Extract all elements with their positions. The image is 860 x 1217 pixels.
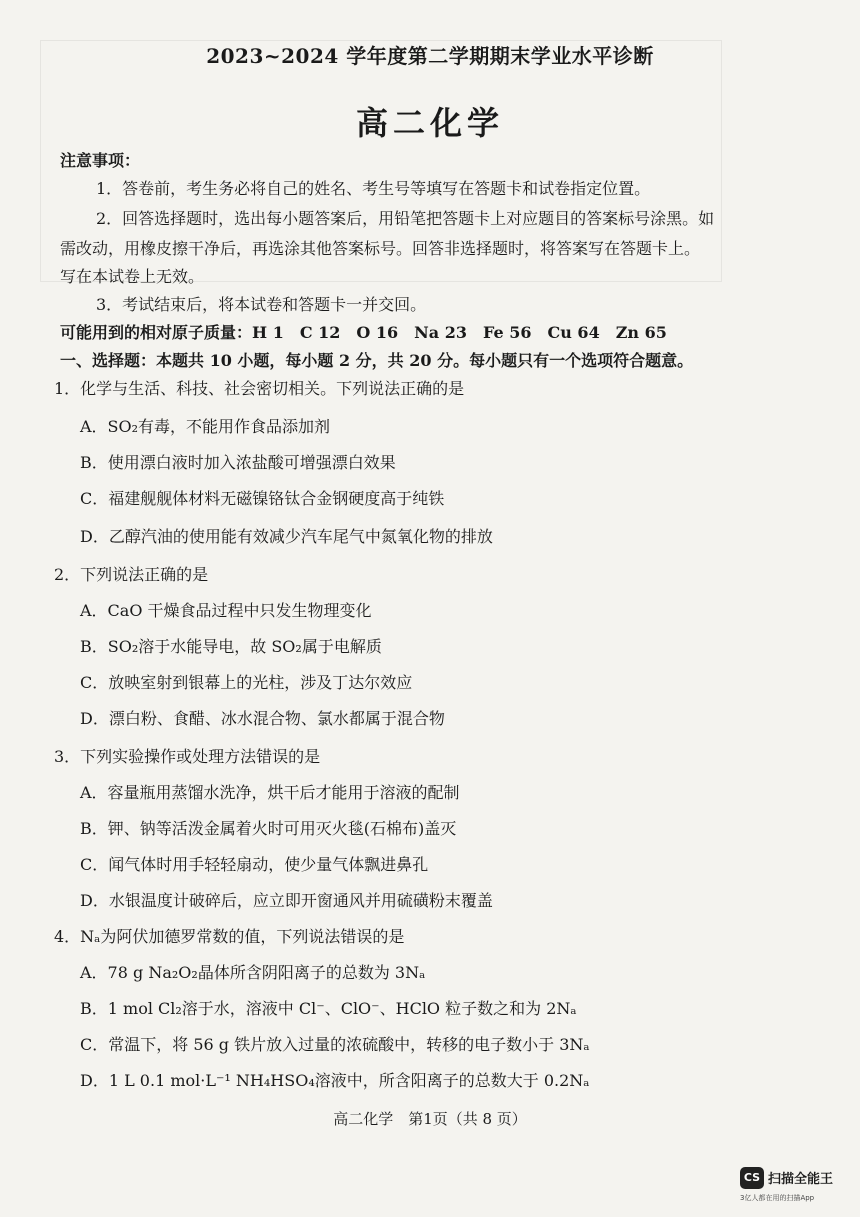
page-footer: 高二化学 第1页（共 8 页） xyxy=(333,1110,527,1128)
question-2-option-c: C．放映室射到银幕上的光柱，涉及丁达尔效应 xyxy=(80,673,413,692)
question-2-option-b: B．SO₂溶于水能导电，故 SO₂属于电解质 xyxy=(80,637,382,656)
question-1-option-c: C．福建舰舰体材料无磁镍铬钛合金钢硬度高于纯铁 xyxy=(80,489,445,508)
section-title: 一、选择题：本题共 10 小题，每小题 2 分，共 20 分。每小题只有一个选项符合题意。 xyxy=(60,351,694,370)
scanner-app-name: 扫描全能王 xyxy=(768,1172,834,1187)
question-4-option-d: D．1 L 0.1 mol·L⁻¹ NH₄HSO₄溶液中，所含阳离子的总数大于 0.2Nₐ xyxy=(80,1071,590,1090)
question-1-stem: 1．化学与生活、科技、社会密切相关。下列说法正确的是 xyxy=(54,379,465,398)
notice-item-1: 1．答卷前，考生务必将自己的姓名、考生号等填写在答题卡和试卷指定位置。 xyxy=(96,179,651,198)
notice-item-2-cont: 需改动，用橡皮擦干净后，再选涂其他答案标号。回答非选择题时，将答案写在答题卡上。 xyxy=(60,239,701,258)
question-4-option-a: A．78 g Na₂O₂晶体所含阴阳离子的总数为 3Nₐ xyxy=(80,963,426,982)
question-1-option-a: A．SO₂有毒，不能用作食品添加剂 xyxy=(80,417,331,436)
question-3-stem: 3．下列实验操作或处理方法错误的是 xyxy=(54,747,321,766)
question-4-stem: 4．Nₐ为阿伏加德罗常数的值，下列说法错误的是 xyxy=(54,927,405,946)
question-1-option-b: B．使用漂白液时加入浓盐酸可增强漂白效果 xyxy=(80,453,396,472)
question-4-option-c: C．常温下，将 56 g 铁片放入过量的浓硫酸中，转移的电子数小于 3Nₐ xyxy=(80,1035,590,1054)
atomic-masses: 可能用到的相对原子质量：H 1 C 12 O 16 Na 23 Fe 56 Cu 64 Zn 65 xyxy=(60,323,667,342)
question-1-option-d: D．乙醇汽油的使用能有效减少汽车尾气中氮氧化物的排放 xyxy=(80,527,493,546)
scanner-watermark xyxy=(740,1167,848,1209)
question-3-option-d: D．水银温度计破碎后，应立即开窗通风并用硫磺粉末覆盖 xyxy=(80,891,493,910)
question-2-stem: 2．下列说法正确的是 xyxy=(54,565,209,584)
question-3-option-b: B．钾、钠等活泼金属着火时可用灭火毯(石棉布)盖灭 xyxy=(80,819,457,838)
question-3-option-c: C．闻气体时用手轻轻扇动，使少量气体飘进鼻孔 xyxy=(80,855,429,874)
question-3-option-a: A．容量瓶用蒸馏水洗净，烘干后才能用于溶液的配制 xyxy=(80,783,460,802)
notice-item-2: 2．回答选择题时，选出每小题答案后，用铅笔把答题卡上对应题目的答案标号涂黑。如 xyxy=(96,209,715,228)
subject-title: 高二化学 xyxy=(355,104,504,142)
notice-heading: 注意事项： xyxy=(60,151,141,170)
notice-item-3: 3．考试结束后，将本试卷和答题卡一并交回。 xyxy=(96,295,427,314)
question-4-option-b: B．1 mol Cl₂溶于水，溶液中 Cl⁻、ClO⁻、HClO 粒子数之和为 2Nₐ xyxy=(80,999,577,1018)
question-2-option-d: D．漂白粉、食醋、冰水混合物、氯水都属于混合物 xyxy=(80,709,445,728)
exam-title: 2023~2024 学年度第二学期期末学业水平诊断 xyxy=(206,44,654,68)
scanner-slogan: 3亿人都在用的扫描App xyxy=(740,1194,815,1202)
camscanner-icon: CS xyxy=(740,1167,764,1189)
question-2-option-a: A．CaO 干燥食品过程中只发生物理变化 xyxy=(80,601,372,620)
notice-item-2-end: 写在本试卷上无效。 xyxy=(60,267,205,286)
